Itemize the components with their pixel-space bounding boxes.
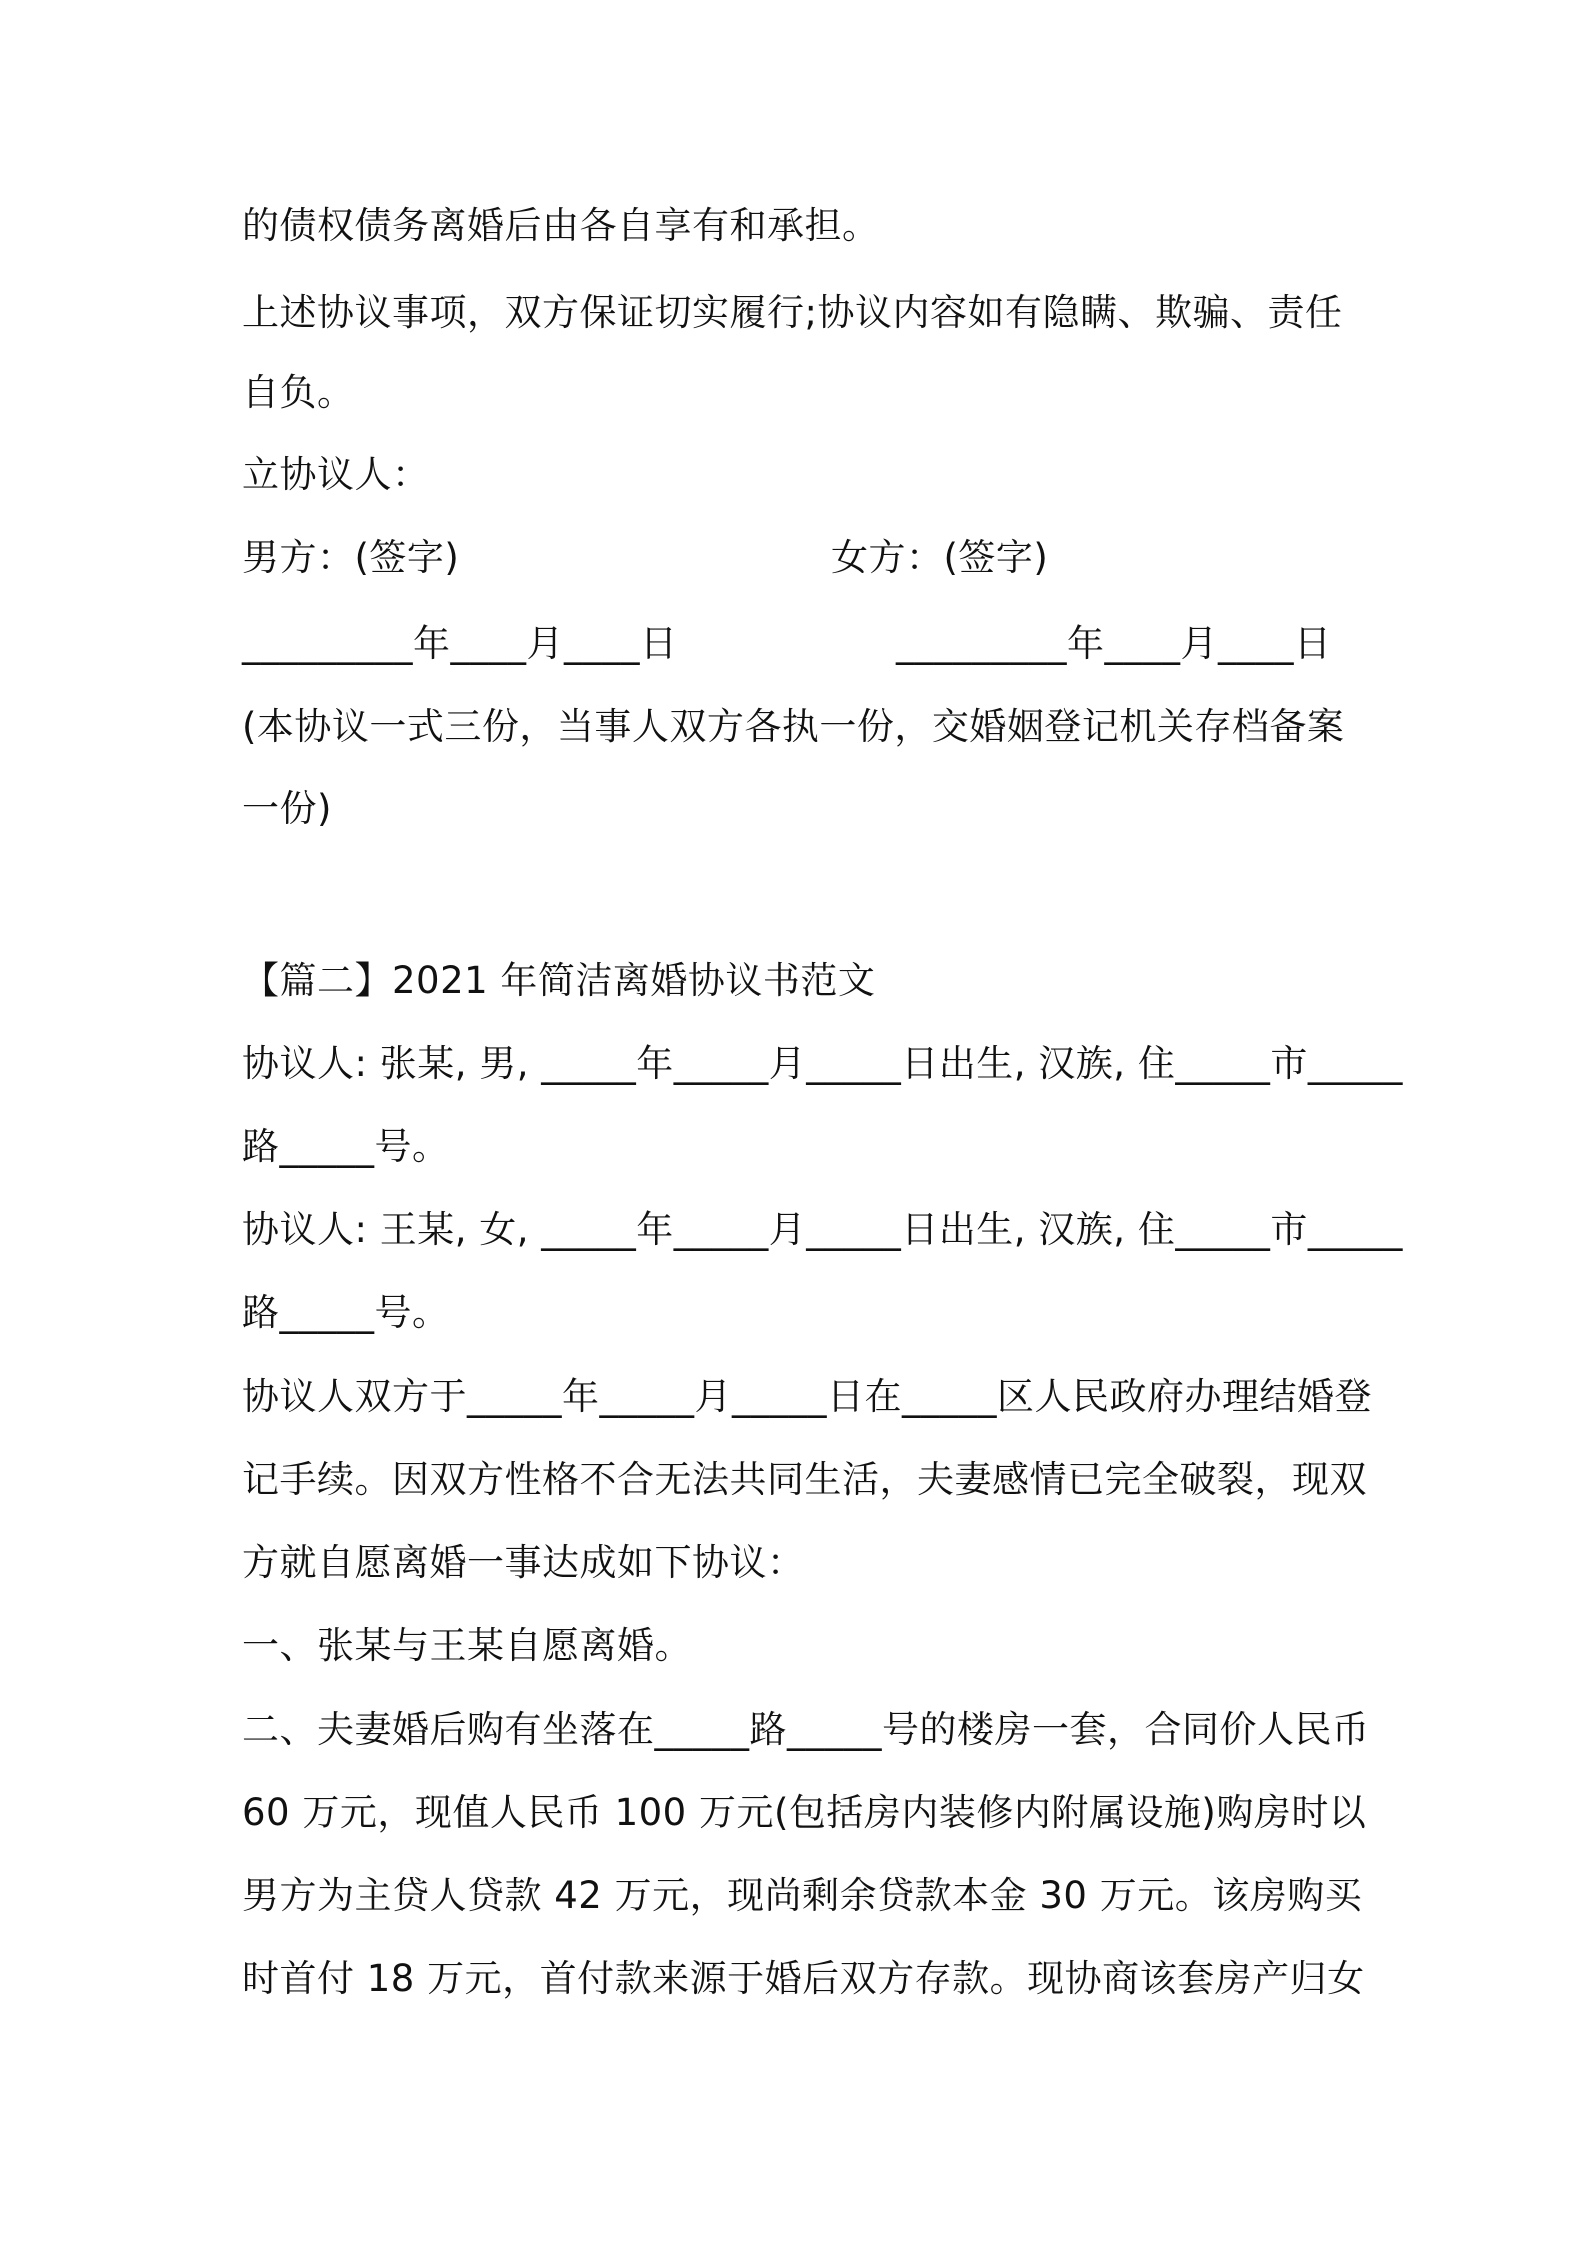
paragraph-line: 自负。 bbox=[242, 371, 355, 414]
section-title: 【篇二】2021 年简洁离婚协议书范文 bbox=[242, 959, 876, 1002]
female-signature-date: _________年____月____日 bbox=[896, 622, 1332, 665]
paragraph-line: 一份) bbox=[242, 787, 332, 830]
paragraph-line: 立协议人： bbox=[242, 453, 430, 496]
paragraph-line: (本协议一式三份，当事人双方各执一份，交婚姻登记机关存档备案 bbox=[242, 705, 1345, 748]
paragraph-line: 协议人双方于_____年_____月_____日在_____区人民政府办理结婚登 bbox=[242, 1375, 1372, 1418]
paragraph-line: 协议人: 张某, 男, _____年_____月_____日出生, 汉族, 住_____市_____ bbox=[242, 1042, 1403, 1085]
paragraph-line: 路_____号。 bbox=[242, 1125, 450, 1168]
paragraph-line: 时首付 18 万元，首付款来源于婚后双方存款。现协商该套房产归女 bbox=[242, 1957, 1365, 2000]
male-signature-label: 男方：(签字) bbox=[242, 536, 460, 579]
paragraph-line: 记手续。因双方性格不合无法共同生活，夫妻感情已完全破裂，现双 bbox=[242, 1458, 1367, 1501]
female-signature-label: 女方：(签字) bbox=[831, 536, 1049, 579]
paragraph-line: 的债权债务离婚后由各自享有和承担。 bbox=[242, 204, 880, 247]
male-signature-date: _________年____月____日 bbox=[242, 622, 678, 665]
paragraph-line: 路_____号。 bbox=[242, 1291, 450, 1334]
paragraph-line: 60 万元，现值人民币 100 万元(包括房内装修内附属设施)购房时以 bbox=[242, 1791, 1367, 1834]
paragraph-line: 二、夫妻婚后购有坐落在_____路_____号的楼房一套，合同价人民币 bbox=[242, 1708, 1370, 1751]
paragraph-line: 上述协议事项，双方保证切实履行;协议内容如有隐瞒、欺骗、责任 bbox=[242, 291, 1343, 334]
paragraph-line: 一、张某与王某自愿离婚。 bbox=[242, 1624, 692, 1667]
paragraph-line: 方就自愿离婚一事达成如下协议： bbox=[242, 1541, 805, 1584]
paragraph-line: 协议人: 王某, 女, _____年_____月_____日出生, 汉族, 住_____市_____ bbox=[242, 1208, 1403, 1251]
paragraph-line: 男方为主贷人贷款 42 万元，现尚剩余贷款本金 30 万元。该房购买 bbox=[242, 1874, 1363, 1917]
